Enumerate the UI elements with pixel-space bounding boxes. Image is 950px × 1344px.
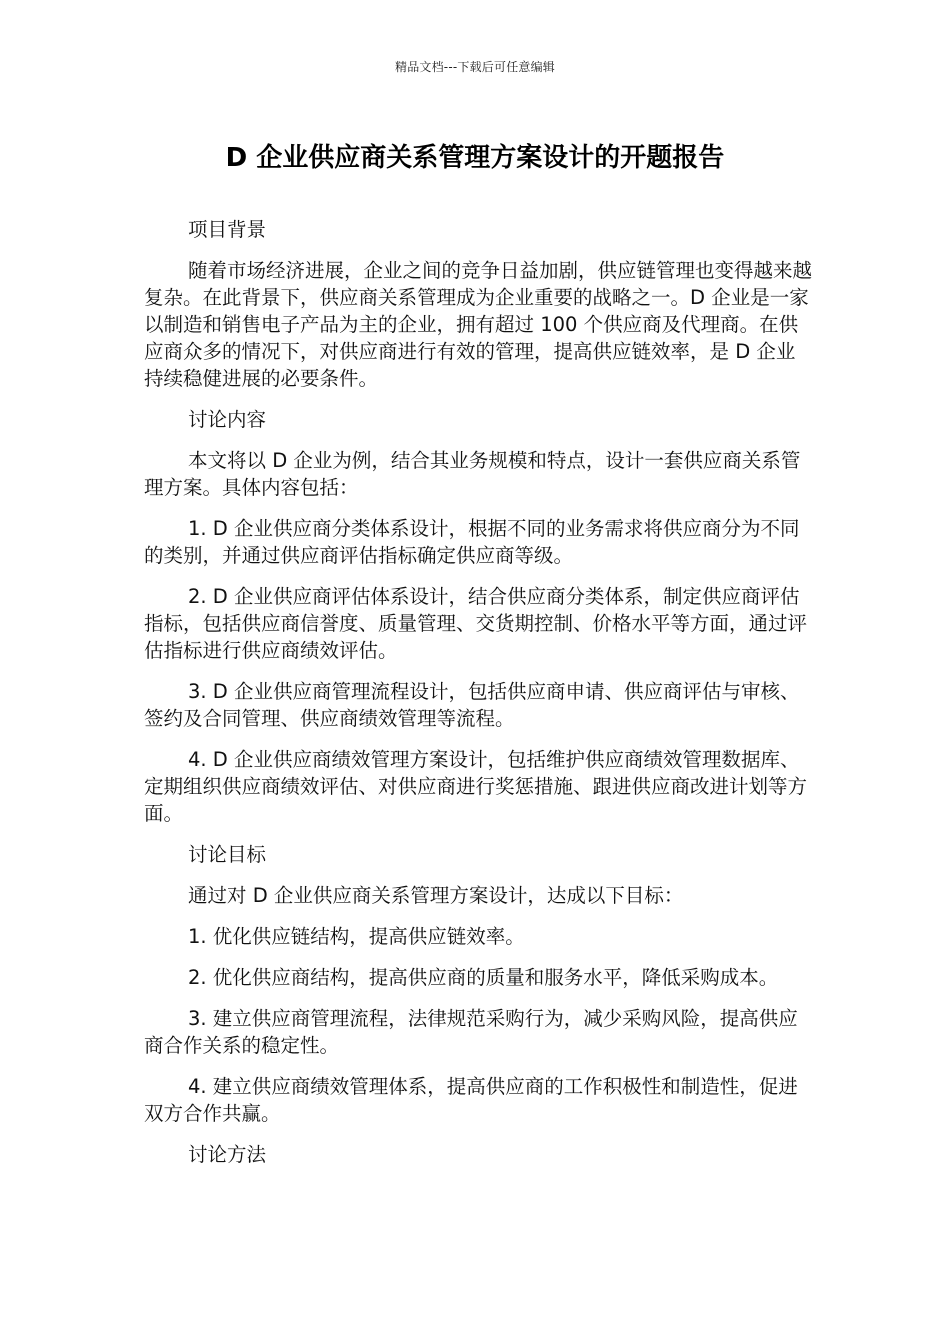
goals-item-1: 1. 优化供应链结构，提高供应链效率。 (188, 925, 525, 948)
content-intro-paragraph: 本文将以 D 企业为例，结合其业务规模和特点，设计一套供应商关系管理方案。具体内容包括： (144, 449, 801, 499)
content-item-1: 1. D 企业供应商分类体系设计，根据不同的业务需求将供应商分为不同的类别，并通过供应商评估指标确定供应商等级。 (144, 517, 800, 567)
goals-item-2: 2. 优化供应商结构，提高供应商的质量和服务水平，降低采购成本。 (188, 966, 779, 989)
section-heading-background: 项目背景 (188, 218, 267, 241)
goals-item-3: 3. 建立供应商管理流程，法律规范采购行为，减少采购风险，提高供应商合作关系的稳定性。 (144, 1007, 798, 1057)
background-paragraph: 随着市场经济进展，企业之间的竞争日益加剧，供应链管理也变得越来越复杂。在此背景下，供应商关系管理成为企业重要的战略之一。D 企业是一家以制造和销售电子产品为主的企业，拥有超过 100 个供应商及代理商。在供应商众多的情况下，对供应商进行有效的管理，提高供应链效率，是 D 企业持续稳健进展的必要条件。 (144, 259, 813, 390)
document-body (144, 216, 814, 1182)
section-heading-content: 讨论内容 (188, 408, 267, 431)
section-heading-methods: 讨论方法 (188, 1143, 267, 1166)
goals-item-4: 4. 建立供应商绩效管理体系，提高供应商的工作积极性和制造性，促进双方合作共赢。 (144, 1075, 798, 1125)
goals-intro-paragraph: 通过对 D 企业供应商关系管理方案设计，达成以下目标： (188, 884, 684, 907)
content-item-3: 3. D 企业供应商管理流程设计，包括供应商申请、供应商评估与审核、签约及合同管理、供应商绩效管理等流程。 (144, 680, 800, 730)
header-note: 精品文档---下载后可任意编辑 (395, 60, 555, 74)
document-title: D 企业供应商关系管理方案设计的开题报告 (225, 143, 725, 173)
section-heading-goals: 讨论目标 (188, 843, 267, 866)
content-item-4: 4. D 企业供应商绩效管理方案设计，包括维护供应商绩效管理数据库、定期组织供应商绩效评估、对供应商进行奖惩措施、跟进供应商改进计划等方面。 (144, 748, 808, 825)
content-item-2: 2. D 企业供应商评估体系设计，结合供应商分类体系，制定供应商评估指标，包括供应商信誉度、质量管理、交货期控制、价格水平等方面，通过评估指标进行供应商绩效评估。 (144, 585, 808, 662)
